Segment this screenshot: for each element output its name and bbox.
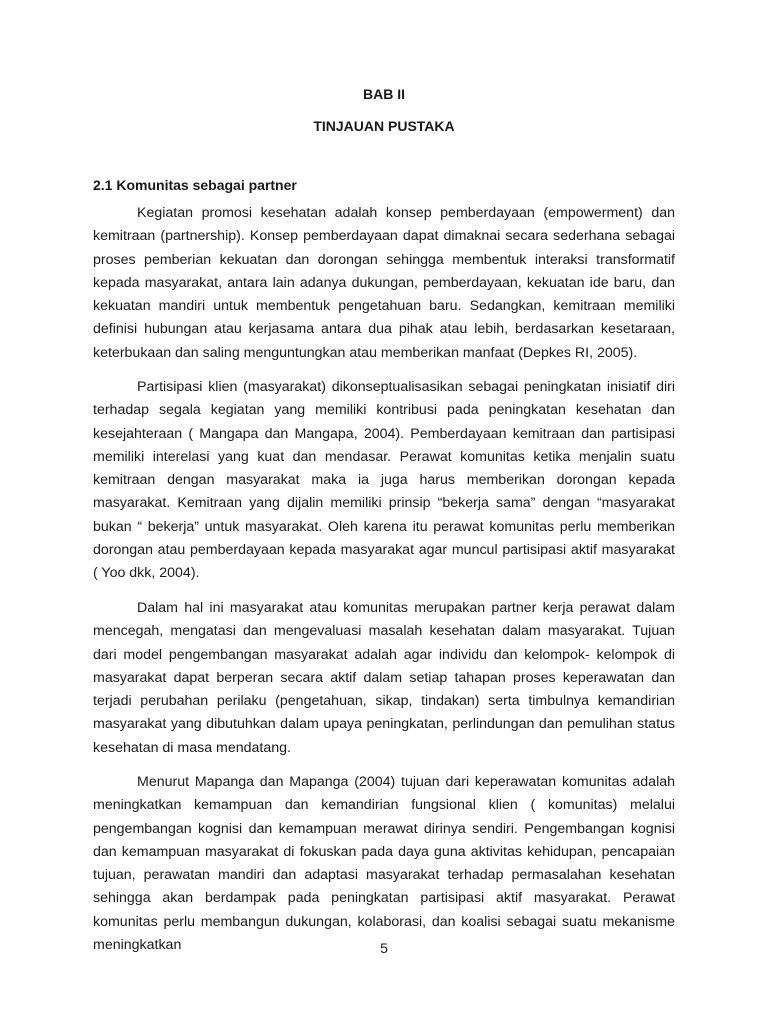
paragraph-3: Dalam hal ini masyarakat atau komunitas merupakan partner kerja perawat dalam mencegah, mengatasi dan mengevaluasi masalah kesehatan dalam masyarakat. Tujuan dari model pengembangan masyarakat adalah agar individu dan kelompok- kelompok di masyarakat dapat berperan secara aktif dalam setiap tahapan proses keperawatan dan terjadi perubahan perilaku (pengetahuan, sikap, tindakan) serta timbulnya kemandirian masyarakat yang dibutuhkan dalam upaya peningkatan, perlindungan dan pemulihan status kesehatan di masa mendatang. [93, 600, 675, 756]
chapter-number: BAB II [363, 86, 405, 102]
paragraph-2: Partisipasi klien (masyarakat) dikonseptualisasikan sebagai peningkatan inisiatif diri terhadap segala kegiatan yang memiliki kontribusi pada peningkatan kesehatan dan kesejahteraan ( Mangapa dan Mangapa, 2004). Pemberdayaan kemitraan dan partisipasi memiliki interelasi yang kuat dan mendasar. Perawat komunitas ketika menjalin suatu kemitraan dengan masyarakat maka ia juga harus memberikan dorongan kepada masyarakat. Kemitraan yang dijalin memiliki prinsip “bekerja sama” dengan “masyarakat bukan “ bekerja” untuk masyarakat. Oleh karena itu perawat komunitas perlu memberikan dorongan atau pemberdayaan kepada masyarakat agar muncul partisipasi aktif masyarakat ( Yoo dkk, 2004). [93, 379, 675, 582]
section-heading: 2.1 Komunitas sebagai partner [93, 177, 297, 193]
chapter-title: TINJAUAN PUSTAKA [313, 118, 455, 134]
paragraph-1: Kegiatan promosi kesehatan adalah konsep pemberdayaan (empowerment) dan kemitraan (partnership). Konsep pemberdayaan dapat dimaknai secara sederhana sebagai proses pemberian kekuatan dan dorongan sehingga membentuk interaksi transformatif kepada masyarakat, antara lain adanya dukungan, pemberdayaan, kekuatan ide baru, dan kekuatan mandiri untuk membentuk pengetahuan baru. Sedangkan, kemitraan memiliki definisi hubungan atau kerjasama antara dua pihak atau lebih, berdasarkan kesetaraan, keterbukaan dan saling menguntungkan atau memberikan manfaat (Depkes RI, 2005). [93, 205, 675, 361]
page-number: 5 [380, 940, 388, 956]
paragraph-4: Menurut Mapanga dan Mapanga (2004) tujuan dari keperawatan komunitas adalah meningkatkan kemampuan dan kemandirian fungsional klien ( komunitas) melalui pengembangan kognisi dan kemampuan merawat dirinya sendiri. Pengembangan kognisi dan kemampuan masyarakat di fokuskan pada daya guna aktivitas kehidupan, pencapaian tujuan, perawatan mandiri dan adaptasi masyarakat terhadap permasalahan kesehatan sehingga akan berdampak pada peningkatan partisipasi aktif masyarakat. Perawat komunitas perlu membangun dukungan, kolaborasi, dan koalisi sebagai suatu mekanisme meningkatkan [93, 774, 675, 954]
